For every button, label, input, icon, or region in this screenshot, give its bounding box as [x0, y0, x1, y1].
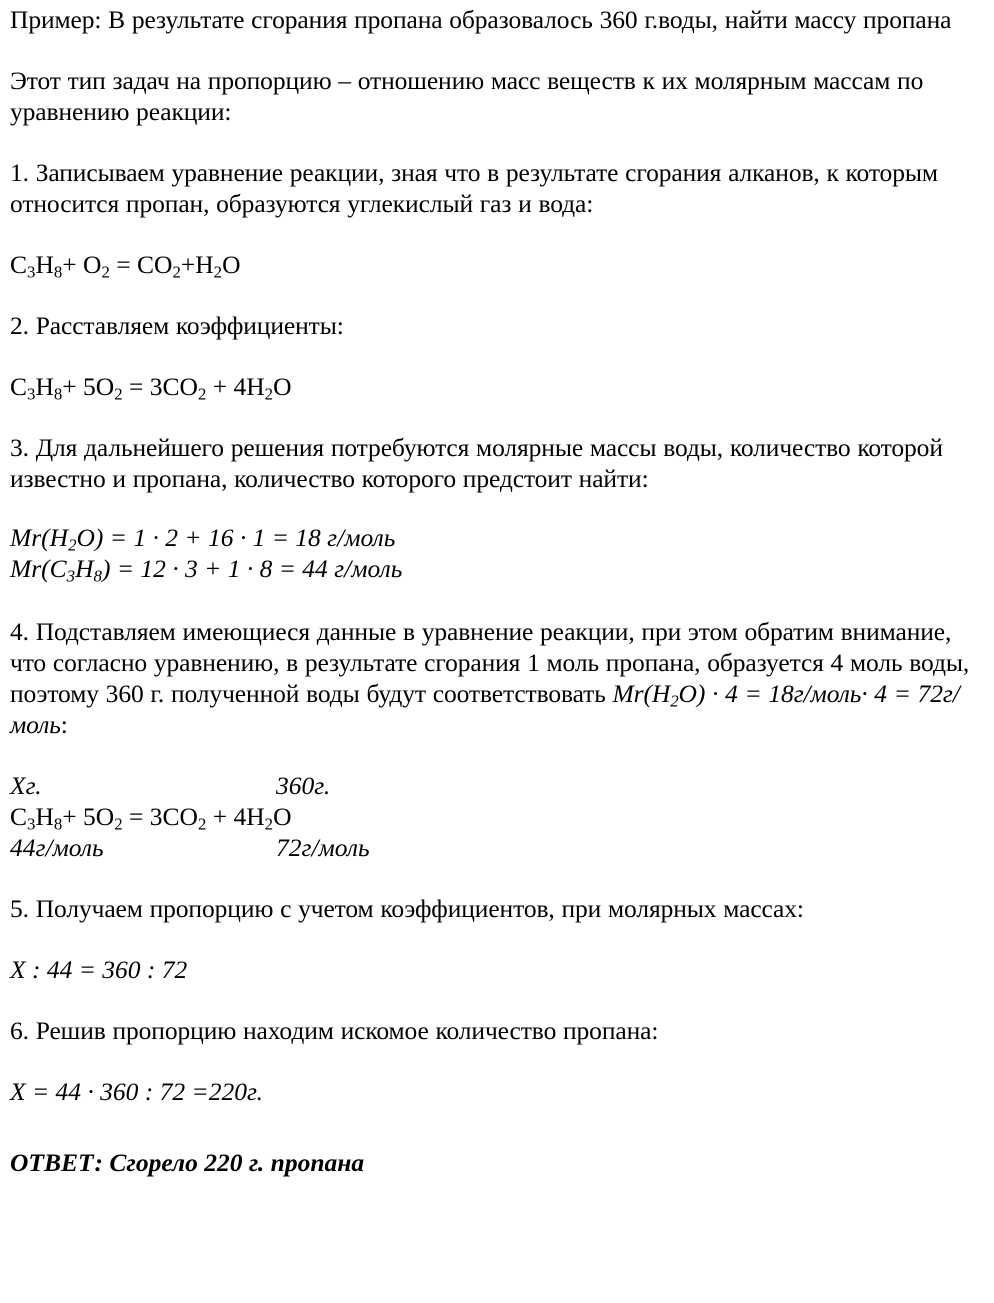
eq-u-h: H	[35, 250, 54, 279]
eq-b-h2-sub: 2	[264, 384, 274, 404]
molar-mass-propane	[10, 553, 988, 584]
eq-b-h: H	[35, 372, 54, 401]
eq-u-co2: = CO	[109, 250, 173, 279]
proportion-propane-molar-mass: 44г/моль	[10, 833, 104, 862]
eq-b-c-sub: 3	[27, 384, 36, 404]
eq-u-h-sub: 8	[53, 262, 63, 282]
proportion-equation-row	[10, 801, 988, 832]
eq-p-c: C	[10, 802, 28, 831]
step-6-text: 6. Решив пропорцию находим искомое количество пропана:	[10, 1016, 659, 1045]
eq-p-o2: + 5O	[62, 802, 115, 831]
mr-propane-sub-1: 3	[66, 566, 76, 586]
s4-mr: Mr(H	[612, 679, 671, 708]
eq-u-o2: + O	[62, 250, 102, 279]
mr-water-sub: 2	[68, 535, 77, 555]
step-3-text: 3. Для дальнейшего решения потребуются молярные массы воды, количество которой известно и пропана, количество которого предстоит найти:	[10, 433, 943, 493]
eq-p-co2: = 3CO	[122, 802, 198, 831]
proportion-setup: X : 44 = 360 : 72	[10, 955, 188, 984]
eq-p-h: H	[35, 802, 54, 831]
proportion-diagram	[10, 770, 988, 863]
document-content	[10, 4, 988, 1178]
eq-u-co2-sub: 2	[172, 262, 181, 282]
step-2-text: 2. Расставляем коэффициенты:	[10, 311, 344, 340]
equation-unbalanced	[10, 249, 988, 280]
step-5-text: 5. Получаем пропорцию с учетом коэффициентов, при молярных массах:	[10, 894, 804, 923]
eq-p-co2-sub: 2	[197, 814, 207, 834]
proportion-unknown-mass: Хг.	[10, 771, 42, 800]
eq-p-h-sub: 8	[53, 814, 63, 834]
mr-propane-sub-2: 8	[93, 566, 102, 586]
eq-u-c: C	[10, 250, 28, 279]
proportion-top-row	[10, 770, 988, 801]
eq-b-c: C	[10, 372, 28, 401]
eq-b-o: O	[273, 372, 292, 401]
step-1-text: 1. Записываем уравнение реакции, зная что в результате сгорания алканов, к которым относится пропан, образуются углекислый газ и вода:	[10, 158, 938, 218]
eq-p-h2-sub: 2	[264, 814, 274, 834]
eq-u-o2-sub: 2	[101, 262, 110, 282]
molar-mass-water	[10, 522, 988, 553]
proportion-known-mass: 360г.	[276, 771, 331, 800]
method-intro: Этот тип задач на пропорцию – отношению масс веществ к их молярным массам по уравнению реакции:	[10, 66, 924, 126]
s4-mr-tail: · 4 = 18г/моль· 4 = 72г/моль	[10, 679, 960, 739]
proportion-solution: X = 44 · 360 : 72 =220г.	[10, 1077, 263, 1106]
proportion-bottom-row	[10, 832, 988, 863]
eq-b-h-sub: 8	[53, 384, 63, 404]
answer-line: ОТВЕТ: Сгорело 220 г. пропана	[10, 1148, 365, 1177]
eq-p-o2-sub: 2	[114, 814, 123, 834]
eq-u-c-sub: 3	[27, 262, 36, 282]
step-4-lead: 4. Подставляем имеющиеся данные в уравнение реакции, при этом обратим внимание, что согласно уравнению, в результате сгорания 1 моль пропана, образуется 4 моль воды, поэтому 360 г. полученной воды будут соответствовать	[10, 617, 970, 708]
eq-b-o2: + 5O	[62, 372, 115, 401]
answer-spacer	[10, 1137, 988, 1147]
eq-p-h2: + 4H	[206, 802, 265, 831]
step-4-colon: :	[60, 710, 68, 739]
mr-water-suffix: O)	[76, 523, 104, 552]
mr-propane-expression: = 12 · 3 + 1 · 8 = 44 г/моль	[110, 554, 403, 583]
eq-p-c-sub: 3	[27, 814, 36, 834]
mr-propane-suffix: )	[101, 554, 111, 583]
eq-b-co2: = 3CO	[122, 372, 198, 401]
proportion-water-molar-mass: 72г/моль	[276, 833, 370, 862]
s4-mr-rest: O)	[678, 679, 706, 708]
proportion-equation	[10, 801, 292, 832]
problem-statement: Пример: В результате сгорания пропана образовалось 360 г.воды, найти массу пропана	[10, 5, 952, 34]
molar-mass-block	[10, 522, 988, 584]
eq-b-co2-sub: 2	[197, 384, 207, 404]
eq-b-o2-sub: 2	[114, 384, 123, 404]
eq-u-o: O	[222, 250, 241, 279]
eq-u-h2-sub: 2	[213, 262, 223, 282]
mr-propane-prefix: Mr(C	[10, 554, 67, 583]
mr-propane-mid: H	[75, 554, 94, 583]
eq-p-o: O	[273, 802, 292, 831]
mr-water-prefix: Mr(H	[10, 523, 69, 552]
s4-mr-sub: 2	[670, 691, 679, 711]
equation-balanced	[10, 371, 988, 402]
eq-b-h2: + 4H	[206, 372, 265, 401]
eq-u-h2: +H	[180, 250, 214, 279]
step-4-text	[10, 616, 988, 740]
mr-water-expression: = 1 · 2 + 16 · 1 = 18 г/моль	[103, 523, 396, 552]
